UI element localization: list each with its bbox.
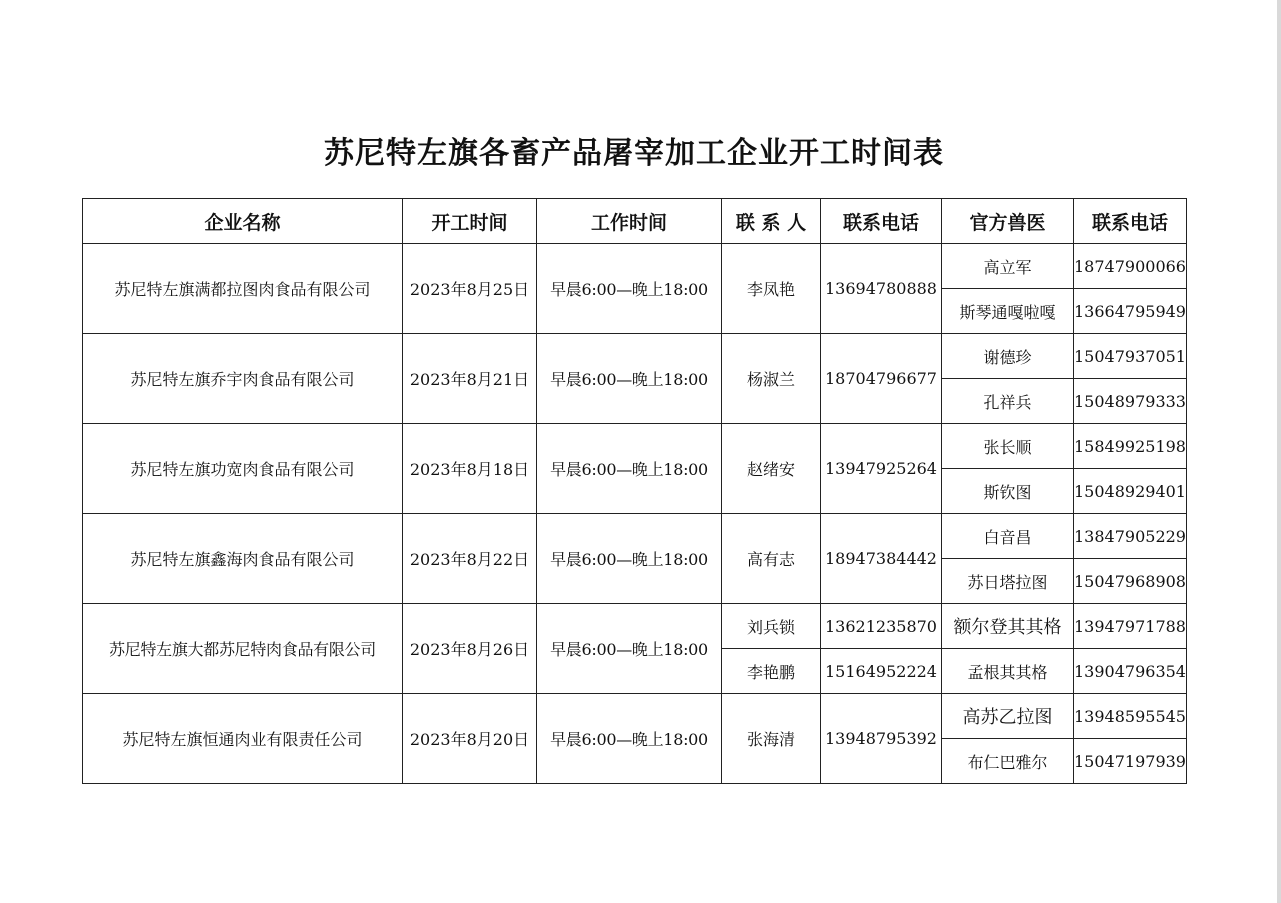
header-work-hours: 工作时间 bbox=[537, 199, 722, 244]
table-row bbox=[83, 244, 1187, 289]
vet-phone-cell: 13847905229 bbox=[1074, 514, 1187, 559]
work-hours-cell: 早晨6:00—晚上18:00 bbox=[537, 694, 722, 784]
start-date-cell: 2023年8月18日 bbox=[403, 424, 537, 514]
vet-phone-cell: 18747900066 bbox=[1074, 244, 1187, 289]
vet-name-cell: 布仁巴雅尔 bbox=[942, 739, 1074, 784]
contact-name-cell: 赵绪安 bbox=[722, 424, 821, 514]
work-hours-cell: 早晨6:00—晚上18:00 bbox=[537, 514, 722, 604]
table-row bbox=[83, 514, 1187, 559]
company-cell: 苏尼特左旗恒通肉业有限责任公司 bbox=[83, 694, 403, 784]
work-hours-cell: 早晨6:00—晚上18:00 bbox=[537, 424, 722, 514]
header-row bbox=[83, 199, 1187, 244]
table-row bbox=[83, 694, 1187, 739]
table-row bbox=[83, 604, 1187, 649]
schedule-table bbox=[82, 198, 1187, 784]
work-hours-cell: 早晨6:00—晚上18:00 bbox=[537, 604, 722, 694]
page-title: 苏尼特左旗各畜产品屠宰加工企业开工时间表 bbox=[324, 136, 944, 171]
vet-name-cell: 白音昌 bbox=[942, 514, 1074, 559]
contact-phone-cell: 18704796677 bbox=[821, 334, 942, 424]
company-cell: 苏尼特左旗大都苏尼特肉食品有限公司 bbox=[83, 604, 403, 694]
work-hours-cell: 早晨6:00—晚上18:00 bbox=[537, 334, 722, 424]
vet-name-cell: 斯琴通嘎啦嘎 bbox=[942, 289, 1074, 334]
vet-phone-cell: 15048979333 bbox=[1074, 379, 1187, 424]
vet-phone-cell: 13904796354 bbox=[1074, 649, 1187, 694]
header-company: 企业名称 bbox=[83, 199, 403, 244]
contact-phone-cell: 13947925264 bbox=[821, 424, 942, 514]
table-row bbox=[83, 334, 1187, 379]
vet-name-cell: 孔祥兵 bbox=[942, 379, 1074, 424]
contact-phone-cell: 18947384442 bbox=[821, 514, 942, 604]
vet-phone-cell: 15849925198 bbox=[1074, 424, 1187, 469]
contact-phone-cell: 15164952224 bbox=[821, 649, 942, 694]
work-hours-cell: 早晨6:00—晚上18:00 bbox=[537, 244, 722, 334]
vet-name-cell: 孟根其其格 bbox=[942, 649, 1074, 694]
header-contact-phone: 联系电话 bbox=[821, 199, 942, 244]
vet-phone-cell: 13664795949 bbox=[1074, 289, 1187, 334]
vet-name-cell: 张长顺 bbox=[942, 424, 1074, 469]
vet-name-cell: 斯钦图 bbox=[942, 469, 1074, 514]
contact-phone-cell: 13694780888 bbox=[821, 244, 942, 334]
vet-name-cell: 额尔登其其格 bbox=[942, 604, 1074, 649]
contact-phone-cell: 13948795392 bbox=[821, 694, 942, 784]
start-date-cell: 2023年8月25日 bbox=[403, 244, 537, 334]
vet-name-cell: 谢德珍 bbox=[942, 334, 1074, 379]
header-vet: 官方兽医 bbox=[942, 199, 1074, 244]
vet-phone-cell: 15047937051 bbox=[1074, 334, 1187, 379]
vet-name-cell: 高苏乙拉图 bbox=[942, 694, 1074, 739]
contact-name-cell: 刘兵锁 bbox=[722, 604, 821, 649]
start-date-cell: 2023年8月22日 bbox=[403, 514, 537, 604]
vet-phone-cell: 15047968908 bbox=[1074, 559, 1187, 604]
vet-phone-cell: 15047197939 bbox=[1074, 739, 1187, 784]
vet-phone-cell: 15048929401 bbox=[1074, 469, 1187, 514]
contact-name-cell: 李凤艳 bbox=[722, 244, 821, 334]
company-cell: 苏尼特左旗功宽肉食品有限公司 bbox=[83, 424, 403, 514]
vet-name-cell: 苏日塔拉图 bbox=[942, 559, 1074, 604]
vet-phone-cell: 13948595545 bbox=[1074, 694, 1187, 739]
header-vet-phone: 联系电话 bbox=[1074, 199, 1187, 244]
contact-phone-cell: 13621235870 bbox=[821, 604, 942, 649]
contact-name-cell: 高有志 bbox=[722, 514, 821, 604]
page-edge bbox=[1277, 0, 1281, 903]
start-date-cell: 2023年8月21日 bbox=[403, 334, 537, 424]
header-start-date: 开工时间 bbox=[403, 199, 537, 244]
company-cell: 苏尼特左旗满都拉图肉食品有限公司 bbox=[83, 244, 403, 334]
contact-name-cell: 杨淑兰 bbox=[722, 334, 821, 424]
vet-phone-cell: 13947971788 bbox=[1074, 604, 1187, 649]
contact-name-cell: 张海清 bbox=[722, 694, 821, 784]
vet-name-cell: 高立军 bbox=[942, 244, 1074, 289]
company-cell: 苏尼特左旗鑫海肉食品有限公司 bbox=[83, 514, 403, 604]
header-contact: 联 系 人 bbox=[722, 199, 821, 244]
start-date-cell: 2023年8月20日 bbox=[403, 694, 537, 784]
company-cell: 苏尼特左旗乔宇肉食品有限公司 bbox=[83, 334, 403, 424]
start-date-cell: 2023年8月26日 bbox=[403, 604, 537, 694]
table-row bbox=[83, 424, 1187, 469]
contact-name-cell: 李艳鹏 bbox=[722, 649, 821, 694]
